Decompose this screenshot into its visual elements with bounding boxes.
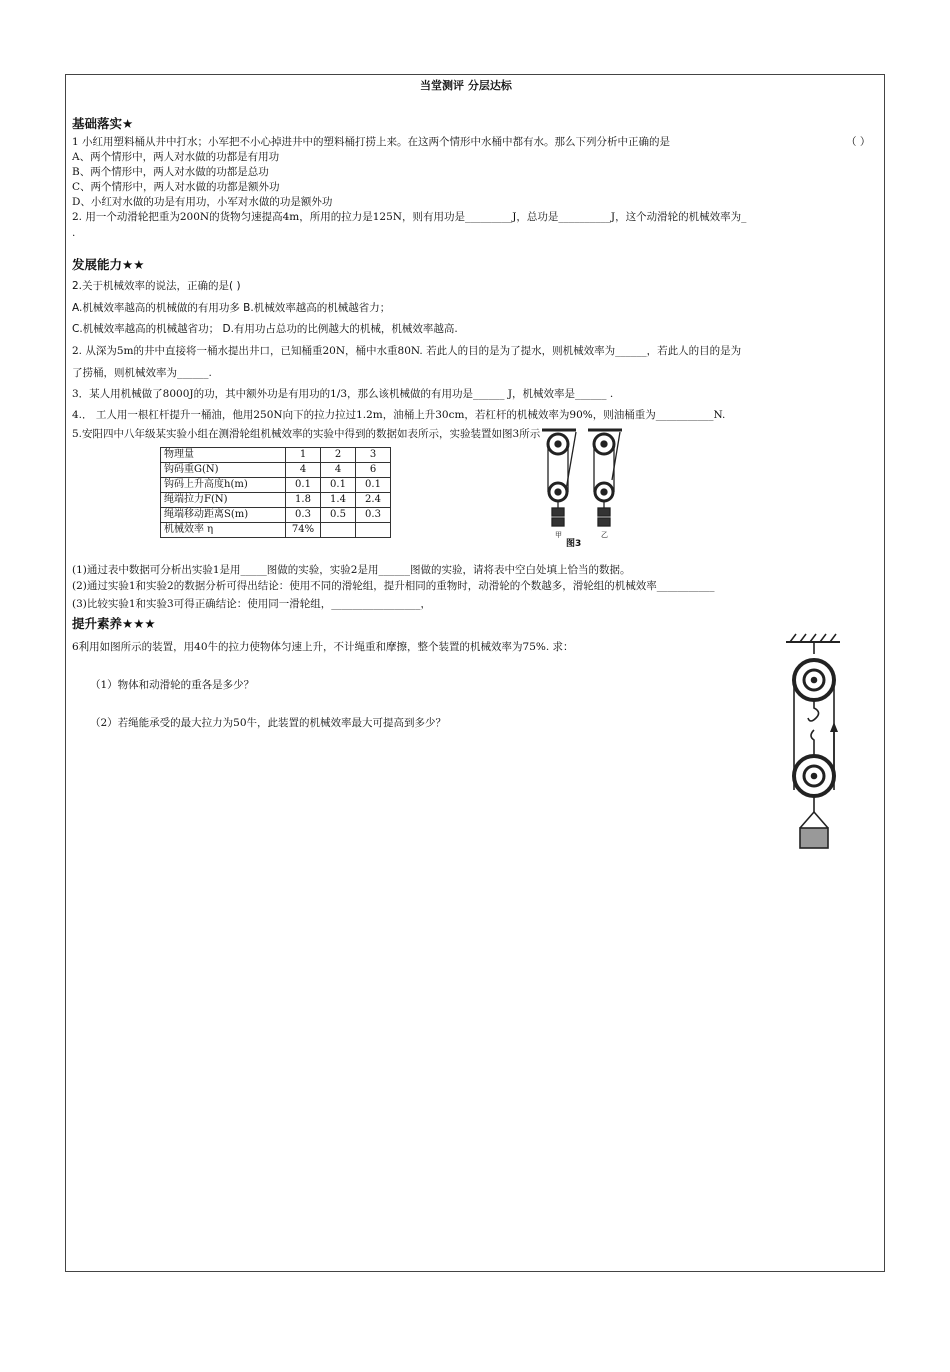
table-cell: 物理量: [161, 448, 286, 463]
s2-q5: 5.安阳四中八年级某实验小组在测滑轮组机械效率的实验中得到的数据如表所示，实验装置如图3所示: [72, 428, 541, 440]
table-row: [161, 478, 391, 493]
s3-q6-stem: 6利用如图所示的装置，用40牛的拉力使物体匀速上升，不计绳重和摩擦，整个装置的机械效率为75%. 求：: [72, 641, 574, 653]
table-cell: 绳端拉力F(N): [161, 493, 286, 508]
table-cell: 2.4: [356, 493, 391, 508]
table-cell: 1.8: [286, 493, 321, 508]
table-row: [161, 463, 391, 478]
s2-q4: 4.． 工人用一根杠杆提升一桶油，他用250N向下的拉力拉过1.2m，油桶上升30cm，若杠杆的机械效率为90%，则油桶重为___________N.: [72, 409, 726, 421]
table-row: [161, 493, 391, 508]
q2-line2: .: [72, 227, 76, 239]
table-cell: 1: [286, 448, 321, 463]
s2-q2-line1: 2. 从深为5m的井中直接将一桶水提出井口，已知桶重20N，桶中水重80N. 若此人的目的是为了提水，则机械效率为______，若此人的目的是为: [72, 345, 742, 357]
table-row: [161, 508, 391, 523]
section-heading-advance: 提升素养★★★: [72, 616, 156, 631]
table-cell: 钩码重G(N): [161, 463, 286, 478]
table-cell: 机械效率 η: [161, 523, 286, 538]
s2-q1-options-cd: C.机械效率越高的机械越省功； D.有用功占总功的比例越大的机械，机械效率越高.: [72, 323, 458, 335]
s2-part3: (3)比较实验1和实验3可得正确结论：使用同一滑轮组，_________________，: [72, 598, 431, 610]
table-header-row: [161, 448, 391, 463]
s2-q1-stem: 2.关于机械效率的说法，正确的是( ): [72, 280, 241, 292]
table-cell: 绳端移动距离S(m): [161, 508, 286, 523]
table-cell: 0.5: [321, 508, 356, 523]
table-cell: 74%: [286, 523, 321, 538]
table-cell: 0.1: [356, 478, 391, 493]
table-cell: 4: [286, 463, 321, 478]
pulley-system-diagram: [780, 632, 846, 854]
s3-q6-sub2: （2）若绳能承受的最大拉力为50牛，此装置的机械效率最大可提高到多少？: [90, 717, 447, 729]
table-cell: 4: [321, 463, 356, 478]
s3-q6-sub1: （1）物体和动滑轮的重各是多少？: [90, 679, 255, 691]
figure-sub-label-a: 甲: [555, 531, 562, 539]
table-cell: [356, 523, 391, 538]
table-row: [161, 523, 391, 538]
table-cell: [321, 523, 356, 538]
q1-answer-paren: （ ）: [846, 136, 871, 148]
s2-q1-options-ab: A.机械效率越高的机械做的有用功多 B.机械效率越高的机械越省力；: [72, 302, 391, 314]
q1-option-d: D、小红对水做的功是有用功，小军对水做的功是额外功: [72, 196, 333, 208]
figure-sub-label-b: 乙: [601, 531, 608, 539]
q1-option-c: C、两个情形中，两人对水做的功都是额外功: [72, 181, 280, 193]
s2-part1: (1)通过表中数据可分析出实验1是用_____图做的实验，实验2是用______图做的实验，请将表中空白处填上恰当的数据。: [72, 564, 631, 576]
figure-3-caption: 图3: [566, 539, 582, 549]
page-title: 当堂测评 分层达标: [420, 79, 512, 92]
q2-line1: 2. 用一个动滑轮把重为200N的货物匀速提高4m，所用的拉力是125N，则有用功是_________J，总功是__________J，这个动滑轮的机械效率为_: [72, 211, 747, 223]
table-cell: 0.1: [321, 478, 356, 493]
s2-q3: 3．某人用机械做了8000J的功，其中额外功是有用功的1/3，那么该机械做的有用功是______ J，机械效率是______ .: [72, 388, 614, 400]
q1-option-a: A、两个情形中，两人对水做的功都是有用功: [72, 151, 280, 163]
q1-stem: 1 小红用塑料桶从井中打水；小军把不小心掉进井中的塑料桶打捞上来。在这两个情形中水桶中都有水。那么下列分析中正确的是: [72, 136, 671, 148]
table-cell: 2: [321, 448, 356, 463]
section-heading-basic: 基础落实★: [72, 116, 134, 131]
table-cell: 0.3: [356, 508, 391, 523]
table-cell: 0.3: [286, 508, 321, 523]
s2-part2: (2)通过实验1和实验2的数据分析可得出结论：使用不同的滑轮组，提升相同的重物时，动滑轮的个数越多，滑轮组的机械效率___________: [72, 580, 715, 592]
table-cell: 0.1: [286, 478, 321, 493]
table-cell: 6: [356, 463, 391, 478]
section-heading-develop: 发展能力★★: [72, 257, 145, 272]
figure-3-pulley-diagram: [536, 420, 626, 544]
q1-option-b: B、两个情形中，两人对水做的功都是总功: [72, 166, 269, 178]
page-frame: [65, 74, 885, 1272]
table-cell: 3: [356, 448, 391, 463]
table-cell: 1.4: [321, 493, 356, 508]
table-cell: 钩码上升高度h(m): [161, 478, 286, 493]
s2-q2-line2: 了捞桶，则机械效率为______.: [72, 367, 212, 379]
experiment-table: [160, 447, 391, 538]
